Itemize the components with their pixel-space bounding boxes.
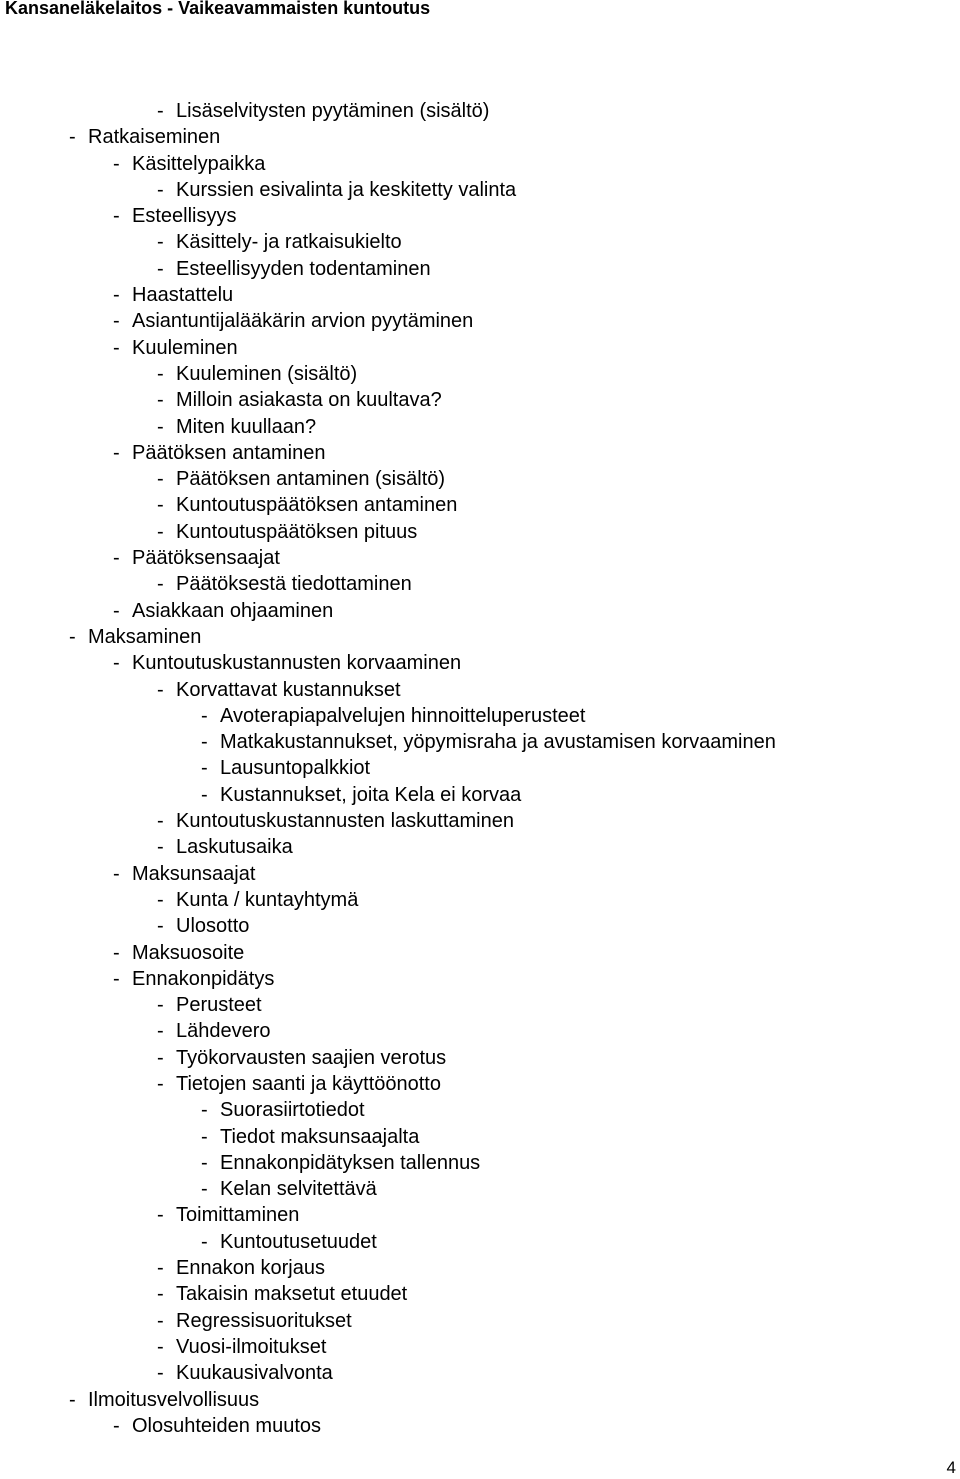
toc-item-label: Ennakonpidätys <box>132 967 275 990</box>
toc-item <box>0 992 776 1018</box>
list-bullet-dash: - <box>113 941 120 964</box>
toc-item <box>0 1413 776 1439</box>
toc-item <box>0 282 776 308</box>
list-bullet-dash: - <box>157 1335 164 1358</box>
list-bullet-dash: - <box>157 1283 164 1306</box>
toc-item-label: Suorasiirtotiedot <box>220 1099 365 1122</box>
toc-item <box>0 308 776 334</box>
toc-item <box>0 519 776 545</box>
list-bullet-dash: - <box>69 625 76 648</box>
list-bullet-dash: - <box>113 441 120 464</box>
toc-item <box>0 729 776 755</box>
toc-item <box>0 650 776 676</box>
toc-item-label: Ratkaiseminen <box>88 126 221 149</box>
list-bullet-dash: - <box>201 1151 208 1174</box>
list-bullet-dash: - <box>113 862 120 885</box>
toc-item-label: Maksunsaajat <box>132 862 256 885</box>
toc-item <box>0 1176 776 1202</box>
toc-item <box>0 1334 776 1360</box>
list-bullet-dash: - <box>69 126 76 149</box>
toc-item-label: Milloin asiakasta on kuultava? <box>176 389 442 412</box>
list-bullet-dash: - <box>157 1046 164 1069</box>
toc-item-label: Kuukausivalvonta <box>176 1362 333 1385</box>
list-bullet-dash: - <box>157 810 164 833</box>
toc-item <box>0 1150 776 1176</box>
table-of-contents <box>0 98 776 1439</box>
list-bullet-dash: - <box>201 1099 208 1122</box>
toc-item-label: Takaisin maksetut etuudet <box>176 1283 408 1306</box>
list-bullet-dash: - <box>201 1230 208 1253</box>
toc-item <box>0 492 776 518</box>
list-bullet-dash: - <box>157 836 164 859</box>
toc-item <box>0 1124 776 1150</box>
toc-item-label: Kuntoutuskustannusten korvaaminen <box>132 652 462 675</box>
toc-item-label: Tietojen saanti ja käyttöönotto <box>176 1072 441 1095</box>
list-bullet-dash: - <box>69 1388 76 1411</box>
toc-item-label: Regressisuoritukset <box>176 1309 352 1332</box>
list-bullet-dash: - <box>157 1020 164 1043</box>
toc-item-label: Kuntoutusetuudet <box>220 1230 377 1253</box>
toc-item <box>0 571 776 597</box>
toc-item <box>0 834 776 860</box>
list-bullet-dash: - <box>113 152 120 175</box>
list-bullet-dash: - <box>113 652 120 675</box>
toc-item <box>0 414 776 440</box>
list-bullet-dash: - <box>157 415 164 438</box>
toc-item <box>0 1202 776 1228</box>
toc-item <box>0 598 776 624</box>
toc-item-label: Kuntoutuspäätöksen antaminen <box>176 494 458 517</box>
toc-item <box>0 361 776 387</box>
list-bullet-dash: - <box>113 1414 120 1437</box>
toc-item-label: Kustannukset, joita Kela ei korvaa <box>220 783 522 806</box>
list-bullet-dash: - <box>157 1309 164 1332</box>
toc-item <box>0 782 776 808</box>
toc-item <box>0 703 776 729</box>
list-bullet-dash: - <box>157 1257 164 1280</box>
list-bullet-dash: - <box>157 494 164 517</box>
toc-item-label: Kuntoutuspäätöksen pituus <box>176 520 418 543</box>
toc-item-label: Matkakustannukset, yöpymisraha ja avustamisen korvaaminen <box>220 731 776 754</box>
list-bullet-dash: - <box>113 336 120 359</box>
toc-item-label: Kelan selvitettävä <box>220 1178 377 1201</box>
list-bullet-dash: - <box>113 547 120 570</box>
page-number: 4 <box>946 1458 956 1477</box>
toc-item-label: Tiedot maksunsaajalta <box>220 1125 420 1148</box>
toc-item <box>0 966 776 992</box>
toc-item <box>0 124 776 150</box>
list-bullet-dash: - <box>201 731 208 754</box>
toc-item <box>0 440 776 466</box>
list-bullet-dash: - <box>157 994 164 1017</box>
toc-item <box>0 755 776 781</box>
list-bullet-dash: - <box>157 888 164 911</box>
toc-item-label: Esteellisyyden todentaminen <box>176 257 431 280</box>
toc-item <box>0 177 776 203</box>
list-bullet-dash: - <box>201 783 208 806</box>
toc-item <box>0 1229 776 1255</box>
toc-item <box>0 1360 776 1386</box>
toc-item-label: Maksaminen <box>88 625 202 648</box>
toc-item <box>0 887 776 913</box>
toc-item <box>0 1071 776 1097</box>
toc-item-label: Käsittelypaikka <box>132 152 266 175</box>
list-bullet-dash: - <box>113 284 120 307</box>
toc-item-label: Ennakon korjaus <box>176 1257 325 1280</box>
list-bullet-dash: - <box>157 1362 164 1385</box>
toc-item <box>0 229 776 255</box>
list-bullet-dash: - <box>157 573 164 596</box>
toc-item <box>0 335 776 361</box>
list-bullet-dash: - <box>157 100 164 122</box>
toc-item <box>0 1045 776 1071</box>
toc-item-label: Ilmoitusvelvollisuus <box>88 1388 260 1411</box>
list-bullet-dash: - <box>157 231 164 254</box>
toc-item <box>0 624 776 650</box>
toc-item <box>0 1308 776 1334</box>
toc-item <box>0 1097 776 1123</box>
toc-item-label: Päätöksensaajat <box>132 547 280 570</box>
list-bullet-dash: - <box>157 678 164 701</box>
toc-item <box>0 545 776 571</box>
toc-item-label: Käsittely- ja ratkaisukielto <box>176 231 402 254</box>
toc-item-label: Laskutusaika <box>176 836 293 859</box>
list-bullet-dash: - <box>157 389 164 412</box>
list-bullet-dash: - <box>201 757 208 780</box>
list-bullet-dash: - <box>201 1125 208 1148</box>
list-bullet-dash: - <box>113 967 120 990</box>
page-header-title: Kansaneläkelaitos - Vaikeavammaisten kuntoutus <box>5 0 431 18</box>
list-bullet-dash: - <box>113 599 120 622</box>
toc-item-label: Vuosi-ilmoitukset <box>176 1335 327 1358</box>
toc-item-label: Lisäselvitysten pyytäminen (sisältö) <box>176 100 490 122</box>
list-bullet-dash: - <box>157 1072 164 1095</box>
toc-item-label: Toimittaminen <box>176 1204 300 1227</box>
toc-item-label: Ennakonpidätyksen tallennus <box>220 1151 481 1174</box>
toc-item-label: Kuuleminen (sisältö) <box>176 362 358 385</box>
toc-item <box>0 1387 776 1413</box>
toc-item-label: Maksuosoite <box>132 941 245 964</box>
toc-item-label: Kuntoutuskustannusten laskuttaminen <box>176 810 514 833</box>
list-bullet-dash: - <box>157 178 164 201</box>
list-bullet-dash: - <box>201 704 208 727</box>
toc-item-label: Avoterapiapalvelujen hinnoitteluperusteet <box>220 704 586 727</box>
toc-item-label: Olosuhteiden muutos <box>132 1414 322 1437</box>
toc-item <box>0 940 776 966</box>
toc-item-label: Työkorvausten saajien verotus <box>176 1046 447 1069</box>
toc-item <box>0 203 776 229</box>
toc-item-label: Ulosotto <box>176 915 250 938</box>
toc-item-label: Lausuntopalkkiot <box>220 757 371 780</box>
toc-item-label: Asiakkaan ohjaaminen <box>132 599 334 622</box>
toc-item-label: Esteellisyys <box>132 205 237 228</box>
toc-item-label: Haastattelu <box>132 284 234 307</box>
toc-item <box>0 913 776 939</box>
toc-item-label: Päätöksen antaminen (sisältö) <box>176 468 446 491</box>
toc-item-label: Korvattavat kustannukset <box>176 678 401 701</box>
toc-item <box>0 466 776 492</box>
toc-item-label: Lähdevero <box>176 1020 271 1043</box>
toc-item-label: Kurssien esivalinta ja keskitetty valinta <box>176 178 517 201</box>
toc-item-label: Miten kuullaan? <box>176 415 317 438</box>
toc-item-label: Asiantuntijalääkärin arvion pyytäminen <box>132 310 474 333</box>
toc-item <box>0 1018 776 1044</box>
list-bullet-dash: - <box>113 310 120 333</box>
toc-item <box>0 256 776 282</box>
toc-item <box>0 861 776 887</box>
toc-item <box>0 98 776 124</box>
toc-item <box>0 1255 776 1281</box>
toc-item-label: Päätöksestä tiedottaminen <box>176 573 412 596</box>
list-bullet-dash: - <box>157 915 164 938</box>
list-bullet-dash: - <box>157 520 164 543</box>
list-bullet-dash: - <box>157 468 164 491</box>
toc-item-label: Kunta / kuntayhtymä <box>176 888 359 911</box>
toc-item-label: Päätöksen antaminen <box>132 441 326 464</box>
list-bullet-dash: - <box>157 362 164 385</box>
toc-item-label: Perusteet <box>176 994 262 1017</box>
toc-item <box>0 387 776 413</box>
list-bullet-dash: - <box>201 1178 208 1201</box>
toc-item <box>0 808 776 834</box>
toc-item <box>0 151 776 177</box>
list-bullet-dash: - <box>113 205 120 228</box>
list-bullet-dash: - <box>157 1204 164 1227</box>
toc-item <box>0 677 776 703</box>
toc-item <box>0 1281 776 1307</box>
toc-item-label: Kuuleminen <box>132 336 238 359</box>
list-bullet-dash: - <box>157 257 164 280</box>
